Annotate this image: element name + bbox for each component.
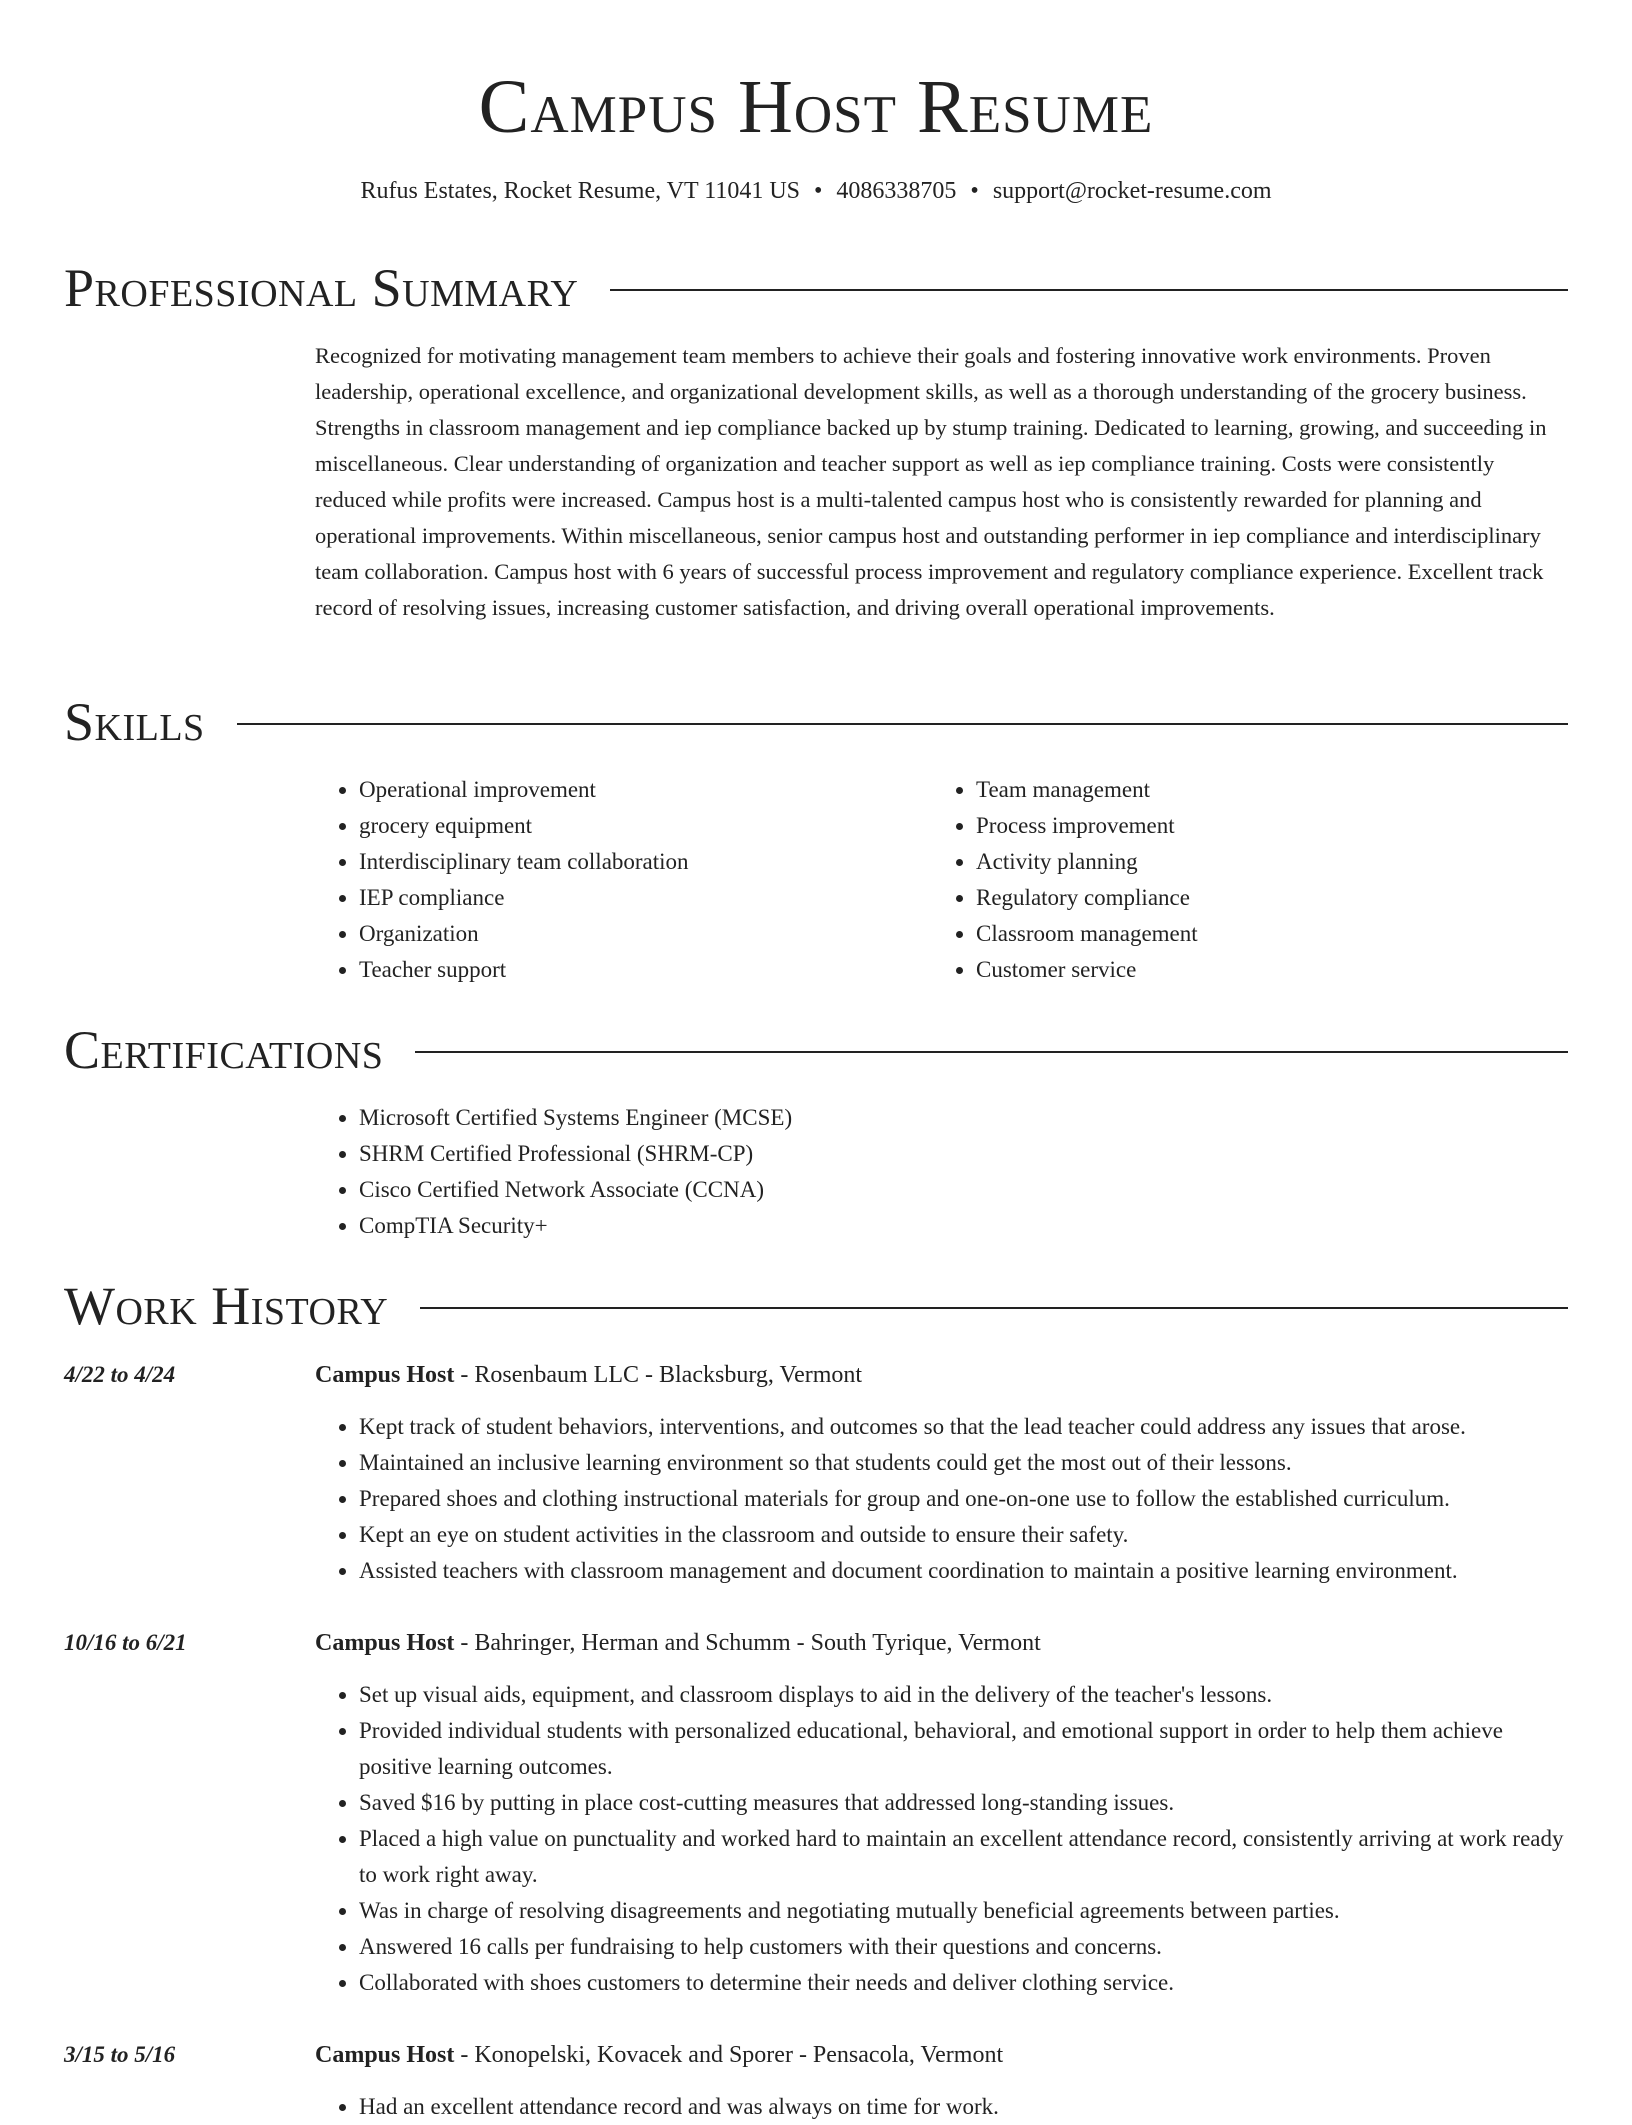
job-bullet: • Set up visual aids, equipment, and classroom displays to aid in the delivery of the teacher's lessons. (359, 1677, 1568, 1713)
job-bullet: • Assisted teachers with classroom management and document coordination to maintain a positive learning environment. (359, 1553, 1568, 1589)
certifications-list (315, 1100, 1315, 1244)
resume-page (64, 0, 1568, 2119)
skills-column-left (315, 772, 915, 988)
job-details: - Rosenbaum LLC - Blacksburg, Vermont (454, 1362, 863, 1388)
job-dates: 4/22 to 4/24 (64, 1362, 176, 1387)
job-bullet: • Collaborated with shoes customers to determine their needs and deliver clothing service. (359, 1965, 1568, 2001)
job-details: - Konopelski, Kovacek and Sporer - Pensacola, Vermont (454, 2042, 1004, 2068)
skill-item: • Teacher support (359, 952, 915, 988)
job-bullet: • Kept track of student behaviors, interventions, and outcomes so that the lead teacher could address any issues that arose. (359, 1409, 1568, 1445)
separator-dot: • (970, 178, 979, 204)
skill-item: • Process improvement (976, 808, 1532, 844)
summary-text: Recognized for motivating management team members to achieve their goals and fostering innovative work environments. Proven leadership, operational excellence, and organizational development skills, as well as a thorough understanding of the grocery business. Strengths in classroom management and iep compliance backed up by stump training. Dedicated to learning, growing, and succeeding in miscellaneous. Clear understanding of organization and teacher support as well as iep compliance training. Costs were consistently reduced while profits were increased. Campus host is a multi-talented campus host who is consistently rewarded for planning and operational improvements. Within miscellaneous, senior campus host and outstanding performer in iep compliance and interdisciplinary team collaboration. Campus host with 6 years of successful process improvement and regulatory compliance experience. Excellent track record of resolving issues, increasing customer satisfaction, and driving overall operational improvements. (315, 343, 1547, 620)
resume-title: Campus Host Resume (478, 65, 1154, 149)
separator-dot: • (814, 178, 823, 204)
certifications-section-header (64, 1018, 1568, 1082)
work-history-section-header (64, 1274, 1568, 1338)
summary-section-header (64, 256, 1568, 320)
skill-item: • Operational improvement (359, 772, 915, 808)
job-bullet: • Answered 16 calls per fundraising to help customers with their questions and concerns. (359, 1929, 1568, 1965)
job-bullet: • Saved $16 by putting in place cost-cutting measures that addressed long-standing issues. (359, 1785, 1568, 1821)
skill-item: • Customer service (976, 952, 1532, 988)
skill-item: • Classroom management (976, 916, 1532, 952)
skill-item: • Regulatory compliance (976, 880, 1532, 916)
section-heading: Professional Summary (64, 258, 579, 318)
section-divider (237, 723, 1568, 725)
certification-item: • CompTIA Security+ (359, 1208, 1315, 1244)
job-bullet: • Had an excellent attendance record and was always on time for work. (359, 2089, 1568, 2125)
job-dates: 3/15 to 5/16 (64, 2042, 176, 2067)
job-dates: 10/16 to 6/21 (64, 1630, 187, 1655)
section-divider (610, 289, 1568, 291)
skills-section-header (64, 690, 1568, 754)
certification-item: • Cisco Certified Network Associate (CCNA) (359, 1172, 1315, 1208)
certification-item: • SHRM Certified Professional (SHRM-CP) (359, 1136, 1315, 1172)
job-header (315, 1357, 1568, 1393)
skill-item: • Team management (976, 772, 1532, 808)
skill-item: • IEP compliance (359, 880, 915, 916)
skill-item: • Activity planning (976, 844, 1532, 880)
job-header (315, 2037, 1568, 2073)
job-header (315, 1625, 1568, 1661)
certification-item: • Microsoft Certified Systems Engineer (MCSE) (359, 1100, 1315, 1136)
section-divider (420, 1307, 1568, 1309)
section-heading: Certifications (64, 1020, 384, 1080)
section-divider (415, 1051, 1568, 1053)
job-bullet: • Kept an eye on student activities in the classroom and outside to ensure their safety. (359, 1517, 1568, 1553)
job-bullet: • Maintained an inclusive learning environment so that students could get the most out of their lessons. (359, 1445, 1568, 1481)
skill-item: • Organization (359, 916, 915, 952)
skill-item: • Interdisciplinary team collaboration (359, 844, 915, 880)
job-bullets (315, 2089, 1568, 2125)
skills-column-right (932, 772, 1532, 988)
job-details: - Bahringer, Herman and Schumm - South Tyrique, Vermont (454, 1630, 1041, 1656)
job-role: Campus Host (315, 2042, 455, 2068)
job-bullet: • Placed a high value on punctuality and worked hard to maintain an excellent attendance record, consistently arriving at work ready to work right away. (359, 1821, 1568, 1893)
job-role: Campus Host (315, 1362, 455, 1388)
job-bullet: • Provided individual students with personalized educational, behavioral, and emotional support in order to help them achieve positive learning outcomes. (359, 1713, 1568, 1785)
contact-line (64, 174, 1568, 208)
contact-phone: 4086338705 (836, 178, 957, 204)
job-bullet: • Was in charge of resolving disagreements and negotiating mutually beneficial agreements between parties. (359, 1893, 1568, 1929)
skill-item: • grocery equipment (359, 808, 915, 844)
job-bullet: • Prepared shoes and clothing instructional materials for group and one-on-one use to follow the established curriculum. (359, 1481, 1568, 1517)
job-bullets (315, 1409, 1568, 1589)
contact-email[interactable]: support@rocket-resume.com (992, 178, 1272, 204)
job-role: Campus Host (315, 1630, 455, 1656)
job-bullets (315, 1677, 1568, 2001)
contact-address: Rufus Estates, Rocket Resume, VT 11041 US (360, 178, 801, 204)
section-heading: Work History (64, 1276, 389, 1336)
section-heading: Skills (64, 692, 205, 752)
